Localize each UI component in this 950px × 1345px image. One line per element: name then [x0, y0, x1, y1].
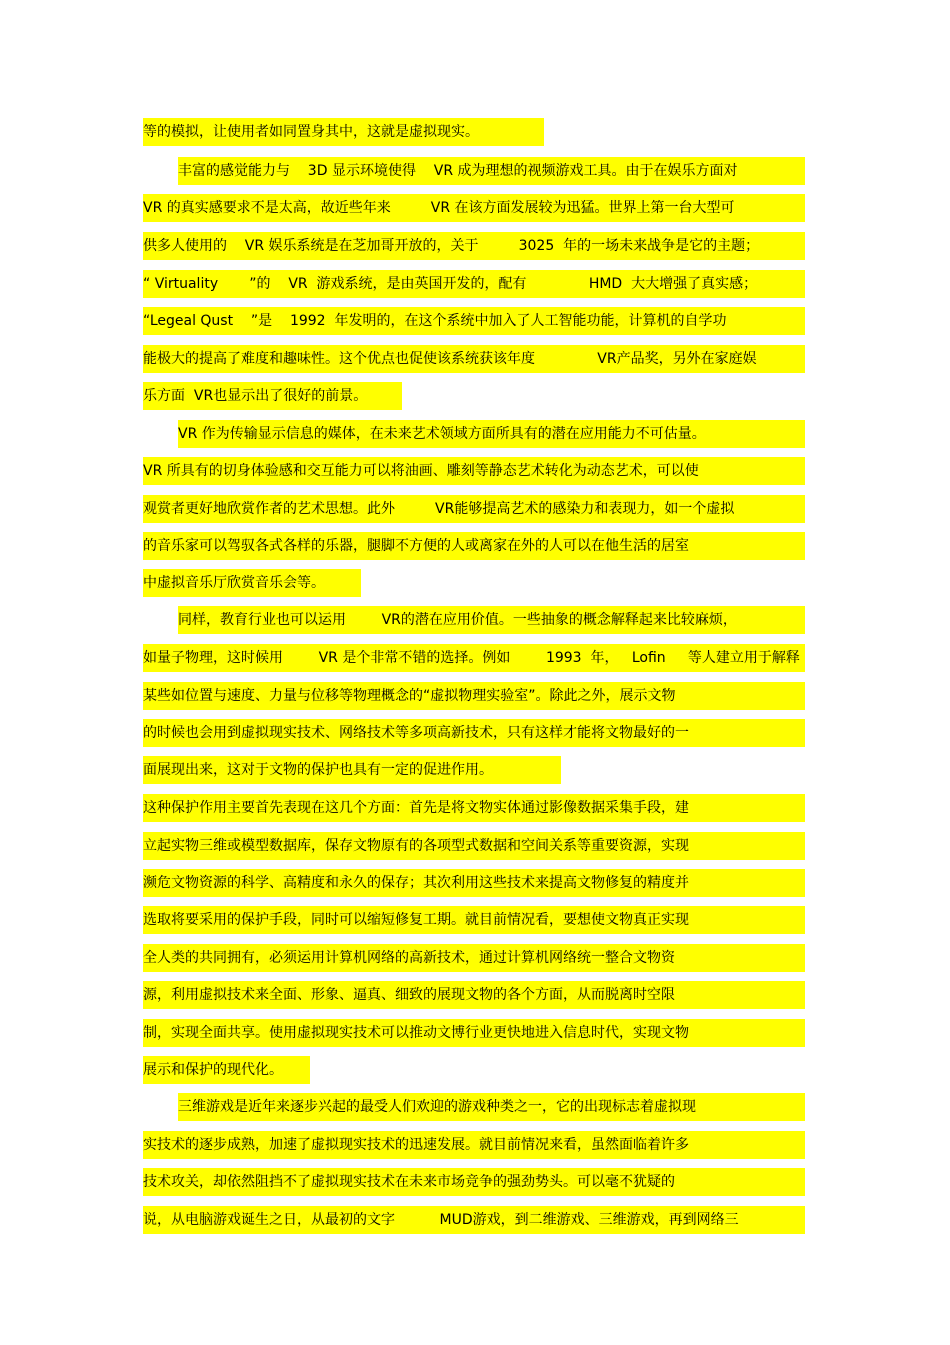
text-line: 技术攻关，却依然阻挡不了虚拟现实技术在未来市场竞争的强劲势头。可以毫不犹疑的 [143, 1168, 805, 1196]
text-line: 说，从电脑游戏诞生之日，从最初的文字 MUD游戏，到二维游戏、三维游戏，再到网络三 [143, 1206, 805, 1234]
text-line: 立起实物三维或模型数据库，保存文物原有的各项型式数据和空间关系等重要资源，实现 [143, 832, 805, 860]
text-line: 供多人使用的 VR 娱乐系统是在芝加哥开放的，关于 3025 年的一场未来战争是它的主题； [143, 232, 805, 260]
text-line: VR 所具有的切身体验感和交互能力可以将油画、雕刻等静态艺术转化为动态艺术，可以使 [143, 457, 805, 485]
text-line: 源，利用虚拟技术来全面、形象、逼真、细致的展现文物的各个方面，从而脱离时空限 [143, 981, 805, 1009]
text-line: 同样，教育行业也可以运用 VR的潜在应用价值。一些抽象的概念解释起来比较麻烦， [178, 606, 805, 634]
text-line: 选取将要采用的保护手段，同时可以缩短修复工期。就目前情况看，要想使文物真正实现 [143, 906, 805, 934]
text-line: 的时候也会用到虚拟现实技术、网络技术等多项高新技术，只有这样才能将文物最好的一 [143, 719, 805, 747]
text-line: 观赏者更好地欣赏作者的艺术思想。此外 VR能够提高艺术的感染力和表现力，如一个虚拟 [143, 495, 805, 523]
text-line: 乐方面 VR也显示出了很好的前景。 [143, 382, 402, 410]
text-line: 某些如位置与速度、力量与位移等物理概念的“虚拟物理实验室”。除此之外，展示文物 [143, 682, 805, 710]
text-line: 等的模拟，让使用者如同置身其中，这就是虚拟现实。 [143, 118, 544, 146]
text-line: 濒危文物资源的科学、高精度和永久的保存；其次利用这些技术来提高文物修复的精度并 [143, 869, 805, 897]
text-line: “Legeal Qust ”是 1992 年发明的，在这个系统中加入了人工智能功能，计算机的自学功 [143, 307, 805, 335]
text-line: 实技术的逐步成熟，加速了虚拟现实技术的迅速发展。就目前情况来看，虽然面临着许多 [143, 1131, 805, 1159]
text-line: VR 作为传输显示信息的媒体，在未来艺术领域方面所具有的潜在应用能力不可估量。 [178, 420, 805, 448]
text-line: 制，实现全面共享。使用虚拟现实技术可以推动文博行业更快地进入信息时代，实现文物 [143, 1019, 805, 1047]
text-line: 面展现出来，这对于文物的保护也具有一定的促进作用。 [143, 756, 561, 784]
text-line: 全人类的共同拥有，必须运用计算机网络的高新技术，通过计算机网络统一整合文物资 [143, 944, 805, 972]
text-line: 三维游戏是近年来逐步兴起的最受人们欢迎的游戏种类之一，它的出现标志着虚拟现 [178, 1093, 805, 1121]
text-line: 如量子物理，这时候用 VR 是个非常不错的选择。例如 1993 年， Lofin 等人建立用于解释 [143, 644, 805, 672]
text-line: 丰富的感觉能力与 3D 显示环境使得 VR 成为理想的视频游戏工具。由于在娱乐方面对 [178, 157, 805, 185]
text-line: “ Virtuality ”的 VR 游戏系统，是由英国开发的，配有 HMD 大大增强了真实感； [143, 270, 805, 298]
text-line: 展示和保护的现代化。 [143, 1056, 310, 1084]
text-line: 能极大的提高了难度和趣味性。这个优点也促使该系统获该年度 VR产品奖，另外在家庭娱 [143, 345, 805, 373]
text-line: 中虚拟音乐厅欣赏音乐会等。 [143, 569, 361, 597]
text-line: 的音乐家可以驾驭各式各样的乐器，腿脚不方便的人或离家在外的人可以在他生活的居室 [143, 532, 805, 560]
text-line: VR 的真实感要求不是太高，故近些年来 VR 在该方面发展较为迅猛。世界上第一台大型可 [143, 194, 805, 222]
text-line: 这种保护作用主要首先表现在这几个方面：首先是将文物实体通过影像数据采集手段，建 [143, 794, 805, 822]
